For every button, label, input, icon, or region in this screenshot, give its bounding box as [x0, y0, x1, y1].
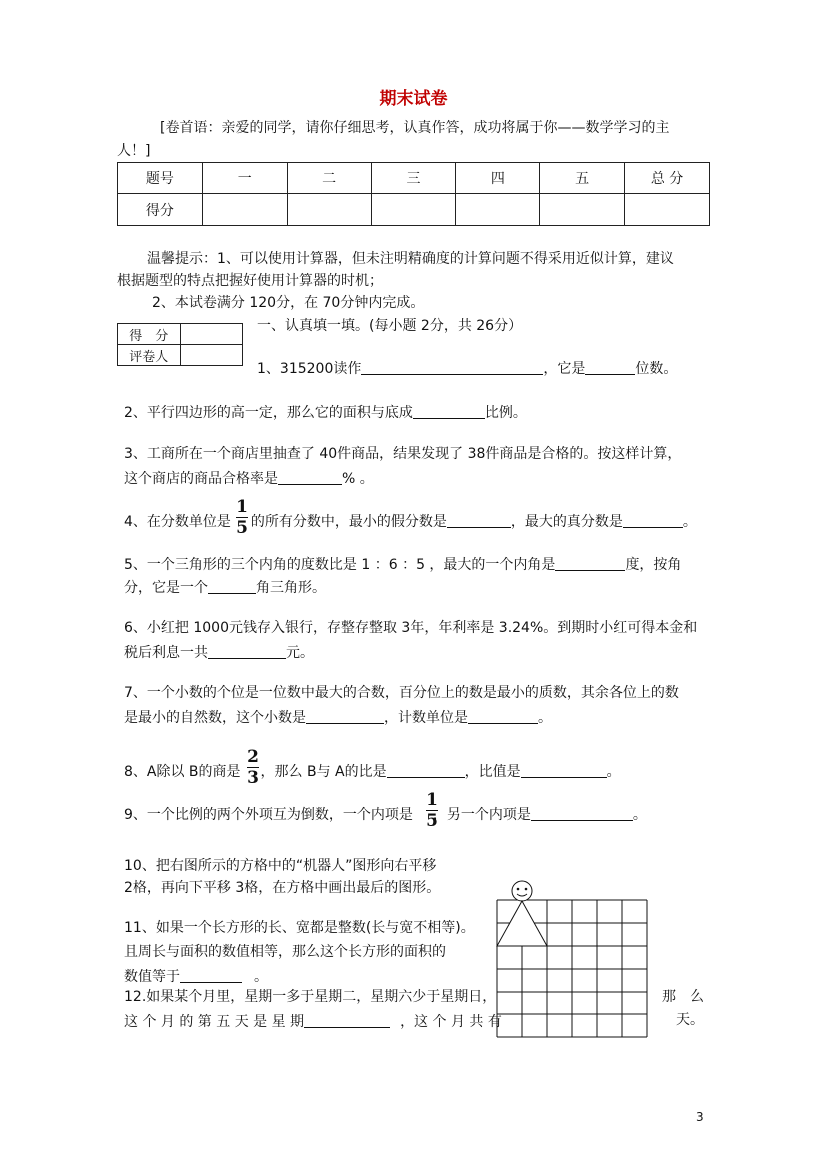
question-10-line-1: 10、把右图所示的方格中的“机器人”图形向右平移 — [124, 858, 437, 874]
question-2 — [124, 404, 527, 420]
q5-answer-blank-2[interactable] — [208, 579, 256, 594]
score-cell[interactable] — [202, 194, 287, 226]
q11-text-b: 。 — [254, 969, 268, 985]
question-1 — [257, 360, 677, 376]
grader-box — [117, 323, 243, 366]
score-header-cell: 总 分 — [625, 163, 710, 194]
q3-text-a: 这个商店的商品合格率是 — [124, 471, 278, 487]
q8-answer-blank-1[interactable] — [387, 763, 465, 778]
question-7-line-2 — [124, 709, 552, 725]
q7-text-c: 。 — [538, 710, 552, 726]
q3-text-b: % 。 — [342, 471, 374, 487]
q1-text-b: ，它是 — [543, 361, 586, 377]
q7-text-a: 是最小的自然数，这个小数是 — [124, 710, 306, 726]
question-10-line-2: 2格，再向下平移 3格，在方格中画出最后的图形。 — [124, 880, 441, 896]
question-11-line-1: 11、如果一个长方形的长、宽都是整数(长与宽不相等)。 — [124, 920, 475, 936]
q4-text-a: 4、在分数单位是 — [124, 514, 231, 530]
q4-text-d: 。 — [682, 514, 697, 530]
score-cell[interactable] — [625, 194, 710, 226]
q4-text-c: ，最大的真分数是 — [510, 514, 623, 530]
q4-fraction-numerator: 1 — [236, 497, 248, 517]
question-3-line-2 — [124, 470, 374, 486]
q4-fraction-denominator: 5 — [236, 518, 248, 538]
q5-text-a: 5、一个三角形的三个内角的度数比是 1 ：6 ：5 ，最大的一个内角是 — [124, 557, 556, 573]
preface-line-1: [卷首语：亲爱的同学，请你仔细思考，认真作答，成功将属于你——数学学习的主 — [160, 120, 670, 136]
q9-answer-blank[interactable] — [531, 806, 633, 821]
robot-figure — [497, 881, 547, 946]
q5-text-b: 度，按角 — [625, 557, 682, 573]
question-4 — [124, 513, 697, 529]
grader-name-label: 评卷人 — [118, 345, 181, 366]
question-8 — [124, 763, 621, 779]
q12-answer-blank-1[interactable] — [304, 1013, 390, 1028]
score-header-cell: 一 — [202, 163, 287, 194]
question-5-line-1 — [124, 556, 681, 572]
q8-text-c: ，比值是 — [464, 764, 521, 780]
question-11-line-3 — [124, 968, 268, 984]
question-6-line-2 — [124, 644, 314, 660]
q12-text-b: 这 个 月 的 第 五 天 是 星 期 — [124, 1014, 305, 1030]
score-cell[interactable] — [371, 194, 456, 226]
tips-line-1: 温馨提示：1、可以使用计算器，但未注明精确度的计算问题不得采用近似计算，建议 — [147, 251, 674, 267]
robot-left-eye — [517, 888, 520, 891]
grader-score-label: 得 分 — [118, 324, 181, 345]
grader-score-cell[interactable] — [180, 324, 242, 345]
question-6-line-1: 6、小红把 1000元钱存入银行，存整存整取 3年，年利率是 3.24%。到期时小红可得本金和 — [124, 620, 698, 636]
q8-text-d: 。 — [606, 764, 621, 780]
score-header-cell: 五 — [540, 163, 625, 194]
q5-answer-blank-1[interactable] — [555, 556, 625, 571]
question-5-line-2 — [124, 579, 326, 595]
q9-fraction-denominator: 5 — [426, 811, 438, 831]
question-7-line-1: 7、一个小数的个位是一位数中最大的合数，百分位上的数是最小的质数，其余各位上的数 — [124, 685, 679, 701]
q1-text-a: 1、315200读作 — [257, 361, 362, 377]
q2-text-a: 2、平行四边形的高一定，那么它的面积与底成 — [124, 405, 413, 421]
q1-answer-blank-2[interactable] — [585, 360, 635, 375]
q6-text-b: 元。 — [286, 645, 314, 661]
q4-answer-blank-2[interactable] — [623, 513, 683, 528]
score-header-cell: 题号 — [118, 163, 203, 194]
robot-head — [512, 881, 532, 901]
page-number: 3 — [696, 1110, 704, 1124]
tips-line-3: 2、本试卷满分 120分，在 70分钟内完成。 — [152, 295, 425, 311]
q12-text-c: ，这 个 月 共 有 — [400, 1014, 502, 1030]
q11-text-a: 数值等于 — [124, 969, 180, 985]
q8-text-a: 8、A除以 B的商是 — [124, 764, 241, 780]
score-table-score-row — [118, 194, 710, 226]
question-9 — [124, 806, 647, 822]
q8-answer-blank-2[interactable] — [521, 763, 607, 778]
q8-text-b: ，那么 B与 A的比是 — [260, 764, 387, 780]
score-row-label: 得分 — [118, 194, 203, 226]
score-cell[interactable] — [456, 194, 540, 226]
q1-answer-blank-1[interactable] — [361, 360, 543, 375]
score-header-cell: 四 — [456, 163, 540, 194]
question-12-line-1: 12.如果某个月里，星期一多于星期二，星期六少于星期日， — [124, 989, 497, 1005]
score-table-header-row — [118, 163, 710, 194]
q8-fraction-denominator: 3 — [247, 768, 259, 788]
section-1-heading: 一、认真填一填。(每小题 2分，共 26分） — [257, 318, 523, 334]
question-12-line-1-end: 那 么 — [662, 989, 704, 1005]
tips-line-2: 根据题型的特点把握好使用计算器的时机； — [117, 273, 383, 289]
q5-text-c: 分，它是一个 — [124, 580, 208, 596]
q9-text-b: ，另一个内项是 — [432, 807, 531, 823]
q3-answer-blank[interactable] — [278, 470, 342, 485]
robot-right-eye — [525, 888, 528, 891]
q6-answer-blank[interactable] — [208, 644, 286, 659]
q4-text-b: 的所有分数中，最小的假分数是 — [250, 514, 447, 530]
q5-text-d: 角三角形。 — [256, 580, 326, 596]
q11-answer-blank[interactable] — [180, 968, 242, 983]
q6-text-a: 税后利息一共 — [124, 645, 208, 661]
q8-fraction-numerator: 2 — [247, 747, 259, 767]
score-cell[interactable] — [287, 194, 371, 226]
q1-text-c: 位数。 — [635, 361, 678, 377]
question-3-line-1: 3、工商所在一个商店里抽查了 40件商品，结果发现了 38件商品是合格的。按这样计算， — [124, 446, 682, 462]
grader-name-cell[interactable] — [180, 345, 242, 366]
q9-text-c: 。 — [632, 807, 647, 823]
question-12-line-2 — [124, 1013, 502, 1029]
q12-text-d: 天。 — [676, 1012, 704, 1028]
robot-grid-figure[interactable] — [490, 878, 660, 1040]
q7-text-b: ，计数单位是 — [384, 710, 468, 726]
q9-fraction-numerator: 1 — [426, 790, 438, 810]
question-11-line-2: 且周长与面积的数值相等，那么这个长方形的面积的 — [124, 944, 446, 960]
page-title: 期末试卷 — [379, 89, 448, 109]
q7-answer-blank-2[interactable] — [468, 709, 538, 724]
score-header-cell: 二 — [287, 163, 371, 194]
score-cell[interactable] — [540, 194, 625, 226]
q7-answer-blank-1[interactable] — [306, 709, 384, 724]
q2-answer-blank[interactable] — [413, 404, 485, 419]
score-header-cell: 三 — [371, 163, 456, 194]
q4-answer-blank-1[interactable] — [447, 513, 511, 528]
q9-text-a: 9、一个比例的两个外项互为倒数，一个内项是 — [124, 807, 413, 823]
preface-line-2: 人！] — [117, 143, 151, 159]
score-table — [117, 162, 710, 226]
q2-text-b: 比例。 — [484, 405, 527, 421]
